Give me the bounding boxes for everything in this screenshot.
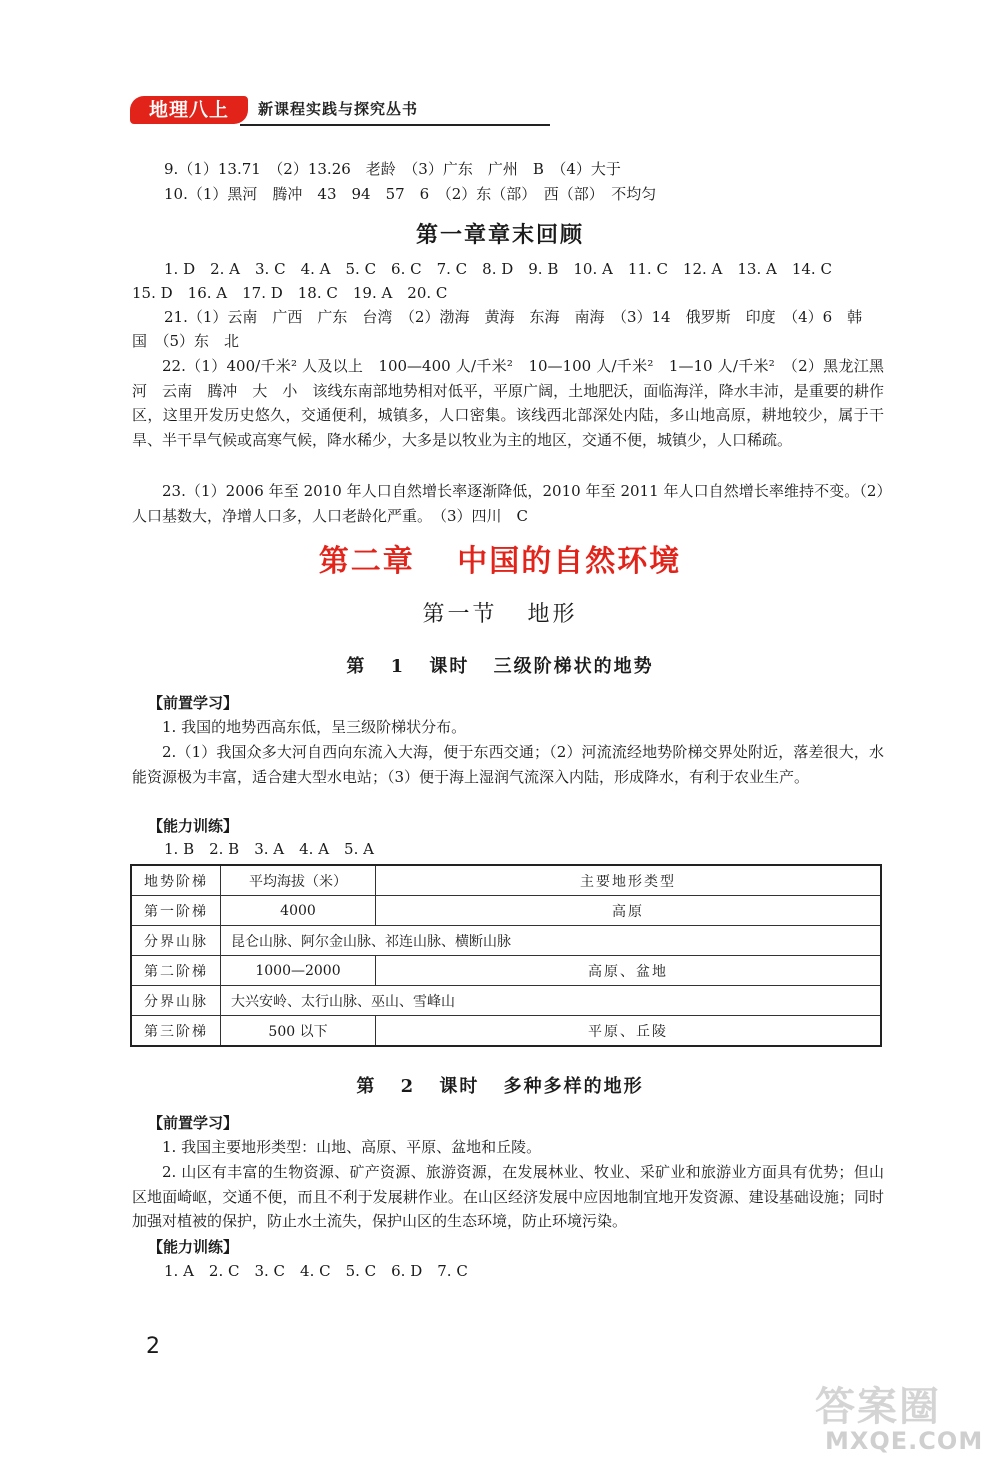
table-row [131, 986, 881, 1016]
table-cell: 平原、丘陵 [376, 1016, 882, 1047]
table-cell: 1000—2000 [221, 956, 376, 986]
review-title: 第一章章末回顾 [415, 222, 584, 248]
table-cell: 第一阶梯 [131, 896, 221, 926]
lesson2-train-answers: 1. A 2. C 3. C 4. C 5. C 6. D 7. C [164, 1262, 468, 1280]
table-header-cell: 主要地形类型 [376, 865, 882, 896]
review-line-2: 15. D 16. A 17. D 18. C 19. A 20. C [132, 284, 448, 302]
lesson2-pre-1: 1. 我国主要地形类型：山地、高原、平原、盆地和丘陵。 [162, 1138, 542, 1156]
review-q22: 22.（1）400/千米² 人及以上 100—400 人/千米² 10—100 人/千米² 1—10 人/千米² （2）黑龙江黑河 云南 腾冲 大 小 该线东南部地势相对低平，平原广阔，土地肥沃，面临海洋，降水丰沛，是重要的耕作区，这里开发历史悠久，交通便利，城镇多，人口密集。该线西北部深处内陆，多山地高原，耕地较少，属于干旱、半干旱气候或高寒气候，降水稀少，大多是以牧业为主的地区，交通不便，城镇少，人口稀疏。 [132, 357, 884, 449]
table-cell: 大兴安岭、太行山脉、巫山、雪峰山 [221, 986, 882, 1016]
table-header-cell: 平均海拔（米） [221, 865, 376, 896]
subject-badge: 地理八上 [130, 96, 248, 124]
table-cell: 高原、盆地 [376, 956, 882, 986]
review-line-3: 21.（1）云南 广西 广东 台湾 （2）渤海 黄海 东海 南海 （3）14 俄罗斯 印度 （4）6 韩 [164, 308, 863, 326]
lesson1-pre-1: 1. 我国的地势西高东低，呈三级阶梯状分布。 [162, 718, 467, 736]
answer-line-9: 9.（1）13.71 （2）13.26 老龄 （3）广东 广州 B （4）大于 [164, 160, 621, 178]
watermark-url: MXQE.COM [825, 1427, 984, 1455]
table-cell: 分界山脉 [131, 926, 221, 956]
lesson2-pre-tag: 【前置学习】 [148, 1114, 239, 1132]
section-title: 第一节 地形 [422, 602, 578, 627]
table-header-cell: 地势阶梯 [131, 865, 221, 896]
terrain-steps-table [130, 864, 882, 1047]
lesson2-train-tag: 【能力训练】 [148, 1238, 239, 1256]
table-cell: 高原 [376, 896, 882, 926]
table-row [131, 956, 881, 986]
review-q23: 23.（1）2006 年至 2010 年人口自然增长率逐渐降低，2010 年至 2011 年人口自然增长率维持不变。（2）人口基数大，净增人口多，人口老龄化严重。 （3）四川 C [132, 482, 884, 525]
table-header-row [131, 865, 881, 896]
table-cell: 昆仑山脉、阿尔金山脉、祁连山脉、横断山脉 [221, 926, 882, 956]
lesson1-pre-tag: 【前置学习】 [148, 694, 239, 712]
table-cell: 第三阶梯 [131, 1016, 221, 1047]
table-row [131, 926, 881, 956]
table-cell: 500 以下 [221, 1016, 376, 1047]
lesson1-pre-2: 2.（1）我国众多大河自西向东流入大海，便于东西交通；（2）河流流经地势阶梯交界处附近，落差很大，水能资源极为丰富，适合建大型水电站；（3）便于海上湿润气流深入内陆，形成降水，有利于农业生产。 [132, 743, 884, 786]
lesson1-train-answers: 1. B 2. B 3. A 4. A 5. A [164, 840, 374, 858]
answer-line-10: 10.（1）黑河 腾冲 43 94 57 6 （2）东（部） 西（部） 不均匀 [164, 185, 657, 203]
lesson2-pre-2: 2. 山区有丰富的生物资源、矿产资源、旅游资源，在发展林业、牧业、采矿业和旅游业方面具有优势；但山区地面崎岖，交通不便，而且不利于发展耕作业。在山区经济发展中应因地制宜地开发资源、建设基础设施；同时加强对植被的保护，防止水土流失，保护山区的生态环境，防止环境污染。 [132, 1163, 884, 1230]
series-title: 新课程实践与探究丛书 [258, 100, 419, 118]
table-cell: 分界山脉 [131, 986, 221, 1016]
lesson2-title: 第 2 课时 多种多样的地形 [356, 1076, 644, 1097]
lesson1-train-tag: 【能力训练】 [148, 817, 239, 835]
review-line-4: 国 （5）东 北 [132, 332, 240, 350]
chapter-title: 第二章 中国的自然环境 [318, 544, 682, 579]
table-cell: 4000 [221, 896, 376, 926]
table-row [131, 896, 881, 926]
lesson1-title: 第 1 课时 三级阶梯状的地势 [346, 656, 654, 677]
page-number: 2 [146, 1334, 160, 1359]
watermark [815, 1375, 995, 1465]
table-row [131, 1016, 881, 1047]
page-header [130, 96, 420, 126]
header-rule [240, 124, 550, 126]
review-line-1: 1. D 2. A 3. C 4. A 5. C 6. C 7. C 8. D 9. B 10. A 11. C 12. A 13. A 14. C [164, 260, 832, 278]
table-cell: 第二阶梯 [131, 956, 221, 986]
watermark-logo: 答案圈 [815, 1384, 941, 1430]
